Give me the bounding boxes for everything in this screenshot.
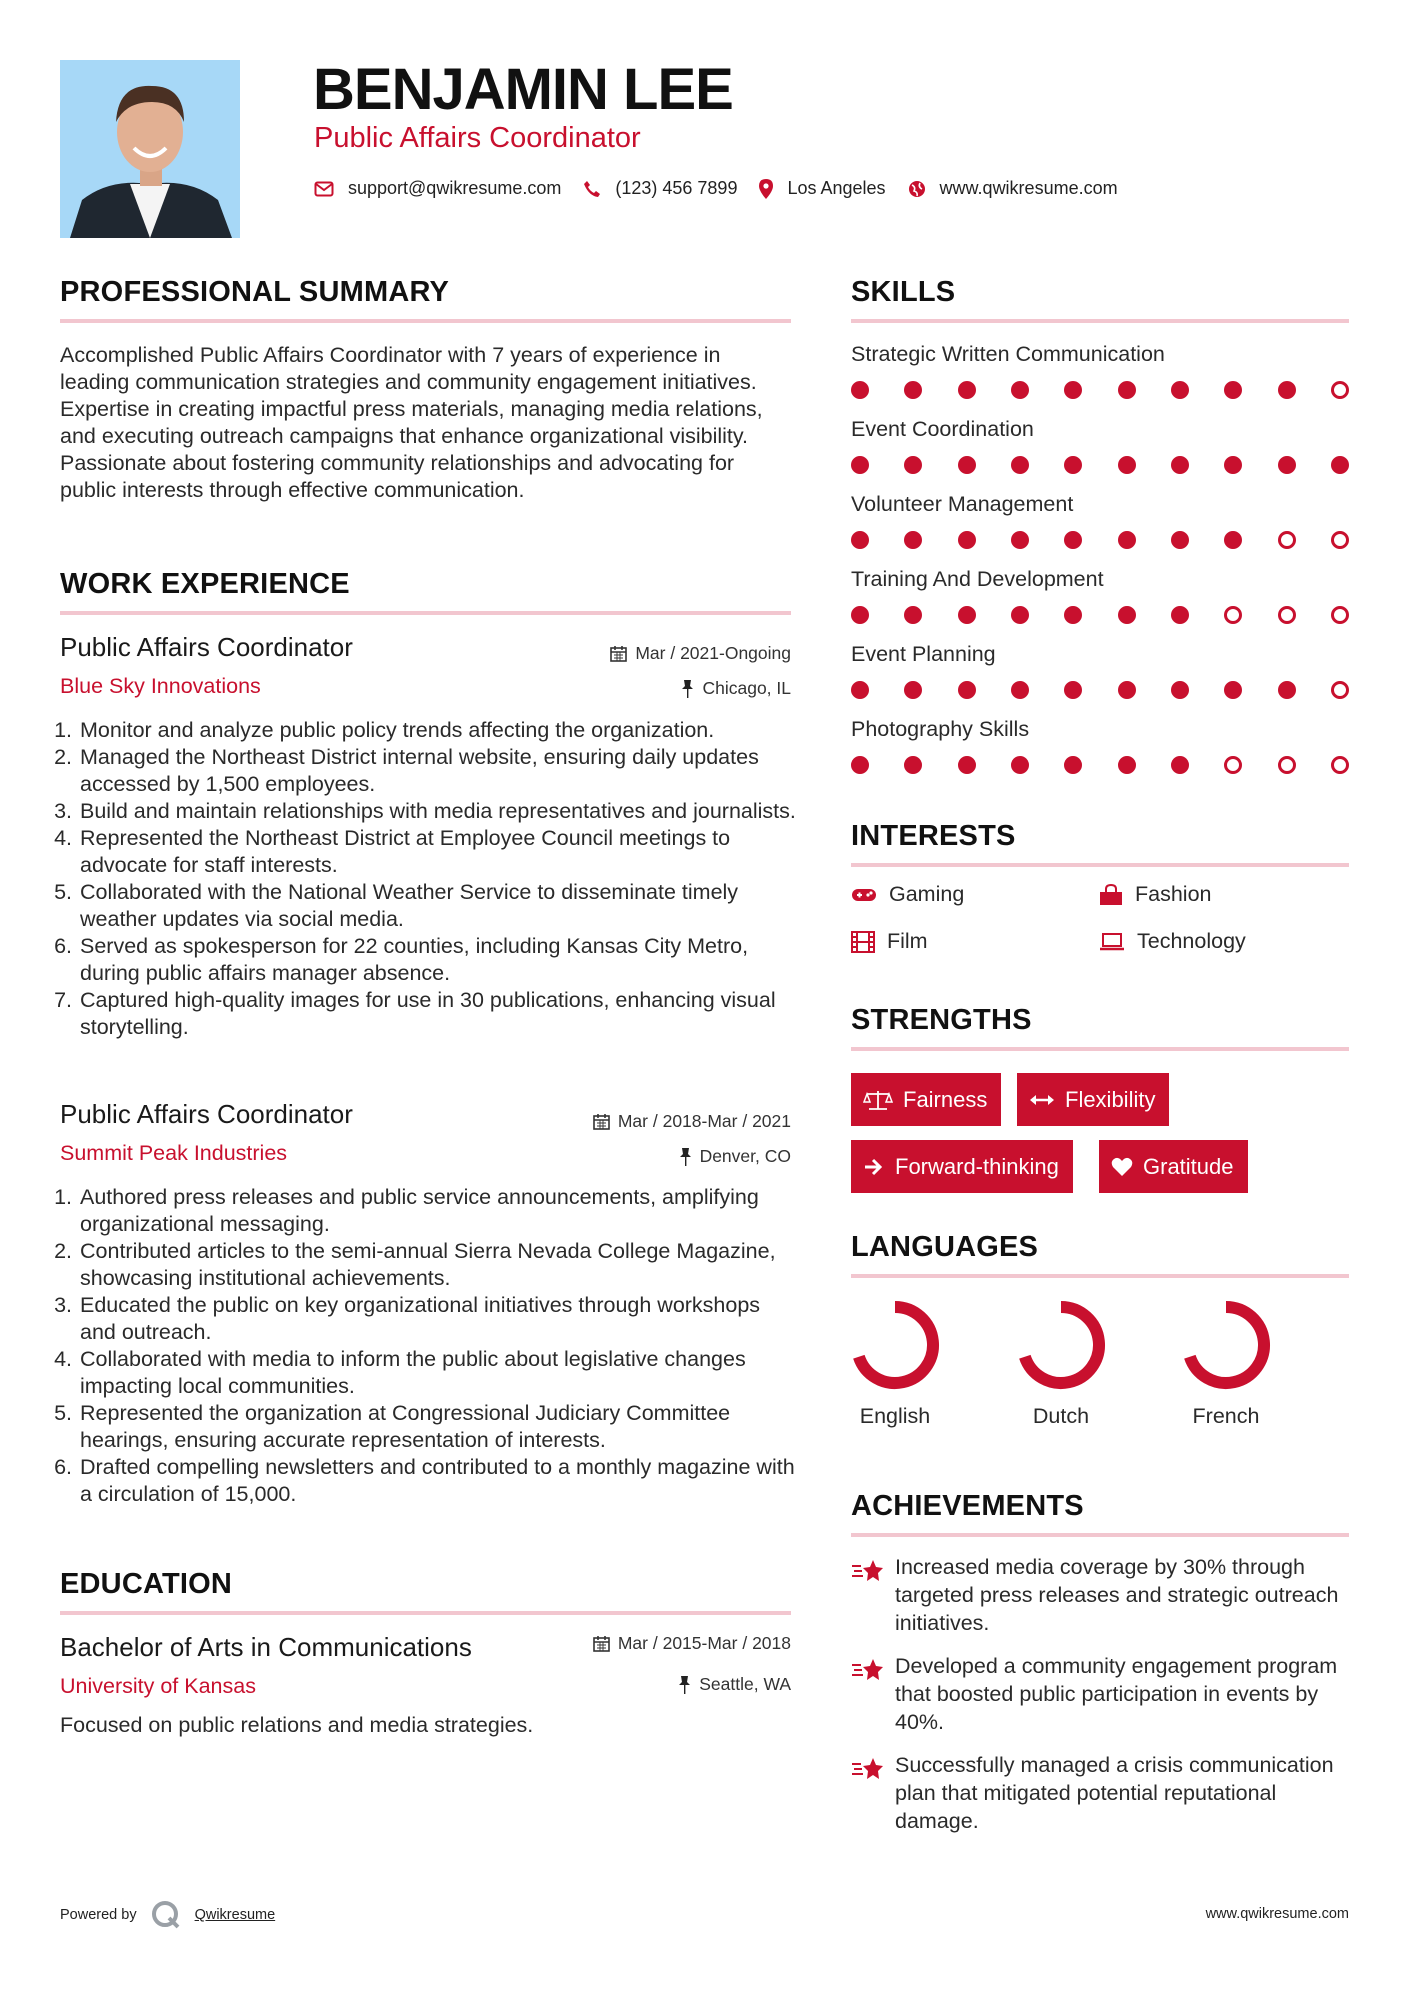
balance-scale-icon [863,1089,893,1111]
rating-dot-filled [1118,756,1136,774]
rating-dot-filled [1118,456,1136,474]
shooting-star-icon [851,1557,885,1585]
rating-dot-empty [1331,381,1349,399]
job-2-location-text: Denver, CO [699,1146,791,1166]
rating-dot-filled [1118,606,1136,624]
rating-dot-empty [1224,606,1242,624]
rating-dot-filled [851,456,869,474]
strength-label: Fairness [903,1086,988,1112]
shooting-star-icon [851,1755,885,1783]
interest-gaming [851,882,964,907]
footer-website[interactable]: www.qwikresume.com [1205,1906,1349,1922]
job-1-dates-text: Mar / 2021-Ongoing [635,643,791,663]
job-2-dates [491,1111,791,1132]
rating-dot-filled [1118,681,1136,699]
rating-dot-filled [1171,531,1189,549]
list-item: 4. Represented the Northeast District at Employee Council meetings to advocate for staff interests. [78,825,800,879]
interest-label: Film [887,929,928,953]
rating-dot-filled [1171,456,1189,474]
strength-tag-gratitude [1099,1140,1248,1193]
language-item [1166,1300,1286,1429]
skill-rating [851,381,1349,399]
skills-heading: SKILLS [851,276,956,308]
skill-rating [851,681,1349,699]
rating-dot-filled [1064,606,1082,624]
experience-heading: WORK EXPERIENCE [60,568,350,600]
skill-name: Strategic Written Communication [851,342,1165,366]
profile-photo [60,60,240,238]
rating-dot-filled [1224,681,1242,699]
achievement-text: Developed a community engagement program that boosted public participation in events by 40%. [895,1654,1338,1734]
rating-dot-filled [1171,681,1189,699]
job-1-dates [491,643,791,664]
arrow-right-icon [863,1157,885,1177]
rating-dot-filled [1331,456,1349,474]
list-item: 3. Educated the public on key organizational initiatives through workshops and outreach. [78,1292,800,1346]
shooting-star-icon [851,1656,885,1684]
rating-dot-filled [1011,606,1029,624]
rating-dot-filled [851,531,869,549]
education-location-text: Seattle, WA [699,1674,791,1694]
education-heading: EDUCATION [60,1568,233,1600]
achievements-heading: ACHIEVEMENTS [851,1490,1084,1522]
language-proficiency-gauge [1181,1300,1271,1390]
summary-text: Accomplished Public Affairs Coordinator with 7 years of experience in leading communication strategies and community engagement initiatives. Expertise in creating impactful press materials, managing media relations, and executing outreach campaigns that enhance organizational visibility. Passionate about fostering community relationships and advocating for public interests through effective communication. [60,343,763,502]
rating-dot-empty [1331,681,1349,699]
interest-label: Technology [1137,929,1246,953]
summary-divider [60,319,791,323]
rating-dot-empty [1278,531,1296,549]
education-school: University of Kansas [60,1674,256,1698]
achievement-text: Increased media coverage by 30% through targeted press releases and strategic outreach initiatives. [895,1555,1339,1635]
strengths-divider [851,1047,1349,1051]
pushpin-icon [679,1148,692,1166]
interest-label: Fashion [1135,882,1212,906]
rating-dot-filled [1224,456,1242,474]
powered-by-text: Powered by [60,1907,137,1923]
rating-dot-filled [1064,456,1082,474]
rating-dot-filled [1064,381,1082,399]
calendar-icon [593,1635,610,1652]
pushpin-icon [678,1676,691,1694]
language-proficiency-arc [1190,1307,1264,1383]
list-item: 2. Managed the Northeast District internal website, ensuring daily updates accessed by 1,500 employees. [78,744,800,798]
qwikresume-logo-icon [151,1900,181,1930]
rating-dot-filled [1171,381,1189,399]
education-dates-text: Mar / 2015-Mar / 2018 [617,1633,791,1653]
contact-phone[interactable] [583,178,737,199]
job-2-title: Public Affairs Coordinator [60,1099,353,1129]
interest-fashion [1099,882,1212,907]
education-divider [60,1611,791,1615]
language-item [1001,1300,1121,1429]
phone-text: (123) 456 7899 [615,178,738,198]
education-degree: Bachelor of Arts in Communications [60,1632,472,1662]
achievement-text: Successfully managed a crisis communication plan that mitigated potential reputational damage. [895,1753,1334,1833]
rating-dot-filled [1011,531,1029,549]
rating-dot-filled [958,681,976,699]
language-proficiency-arc [859,1307,933,1383]
job-1-responsibilities [60,717,800,1041]
skill-name: Volunteer Management [851,492,1074,516]
rating-dot-empty [1331,531,1349,549]
strength-tag-fairness [851,1073,1001,1126]
list-item: 6. Drafted compelling newsletters and contributed to a monthly magazine with a circulation of 15,000. [78,1454,800,1508]
rating-dot-filled [1171,606,1189,624]
education-location [491,1674,791,1695]
rating-dot-filled [904,756,922,774]
rating-dot-filled [958,756,976,774]
rating-dot-empty [1331,606,1349,624]
list-item: 5. Collaborated with the National Weather Service to disseminate timely weather updates via social media. [78,879,800,933]
skill-name: Training And Development [851,567,1104,591]
experience-divider [60,611,791,615]
job-1-company: Blue Sky Innovations [60,674,261,698]
list-item: 1. Monitor and analyze public policy trends affecting the organization. [78,717,800,744]
rating-dot-filled [904,531,922,549]
skill-name: Event Coordination [851,417,1034,441]
rating-dot-filled [1064,531,1082,549]
interests-heading: INTERESTS [851,820,1016,852]
list-item: 4. Collaborated with media to inform the public about legislative changes impacting local communities. [78,1346,800,1400]
film-icon [851,931,875,953]
footer-powered-by [60,1900,275,1930]
calendar-icon [593,1113,610,1130]
strength-label: Gratitude [1143,1153,1234,1179]
languages-divider [851,1274,1349,1278]
rating-dot-filled [1118,381,1136,399]
rating-dot-empty [1278,606,1296,624]
achievements-divider [851,1533,1349,1537]
heart-icon [1111,1157,1133,1177]
rating-dot-filled [1011,381,1029,399]
language-proficiency-gauge [850,1300,940,1390]
language-label: English [859,1404,931,1428]
rating-dot-filled [904,381,922,399]
interests-divider [851,863,1349,867]
arrows-horizontal-icon [1029,1093,1055,1107]
interest-film [851,929,928,954]
rating-dot-filled [1278,381,1296,399]
job-1-title: Public Affairs Coordinator [60,632,353,662]
strength-tag-forward-thinking [851,1140,1073,1193]
language-label: Dutch [1032,1404,1090,1428]
rating-dot-filled [1278,456,1296,474]
rating-dot-filled [1011,456,1029,474]
rating-dot-filled [904,456,922,474]
rating-dot-filled [851,756,869,774]
list-item: 6. Served as spokesperson for 22 counties, including Kansas City Metro, during public affairs manager absence. [78,933,800,987]
interest-label: Gaming [889,882,965,906]
list-item: 1. Authored press releases and public service announcements, amplifying organizational messaging. [78,1184,800,1238]
list-item: 5. Represented the organization at Congressional Judiciary Committee hearings, ensuring accurate representation of interests. [78,1400,800,1454]
language-proficiency-arc [1025,1307,1099,1383]
list-item: 7. Captured high-quality images for use in 30 publications, enhancing visual storytelling. [78,987,800,1041]
strength-label: Flexibility [1065,1086,1156,1112]
strength-tag-flexibility [1017,1073,1169,1126]
rating-dot-filled [1064,756,1082,774]
rating-dot-filled [958,456,976,474]
skill-rating [851,606,1349,624]
achievement-item [851,1652,1349,1736]
contact-website[interactable] [908,178,1118,199]
pushpin-icon [681,680,694,698]
rating-dot-filled [851,381,869,399]
rating-dot-empty [1331,756,1349,774]
envelope-icon [314,181,334,197]
rating-dot-empty [1278,756,1296,774]
location-text: Los Angeles [787,178,886,198]
map-pin-icon [759,179,773,199]
rating-dot-filled [1064,681,1082,699]
skills-divider [851,319,1349,323]
strengths-heading: STRENGTHS [851,1004,1032,1036]
job-2-responsibilities [60,1184,800,1508]
rating-dot-filled [958,531,976,549]
list-item: 3. Build and maintain relationships with media representatives and journalists. [78,798,800,825]
interest-technology [1099,929,1246,954]
rating-dot-filled [851,606,869,624]
language-label: French [1192,1404,1260,1428]
rating-dot-filled [1011,756,1029,774]
rating-dot-filled [904,606,922,624]
skill-name: Photography Skills [851,717,1030,741]
skill-rating [851,756,1349,774]
rating-dot-filled [851,681,869,699]
rating-dot-filled [958,606,976,624]
achievement-item [851,1553,1349,1637]
strength-label: Forward-thinking [895,1153,1059,1179]
rating-dot-filled [1011,681,1029,699]
globe-icon [908,180,926,198]
job-2-company: Summit Peak Industries [60,1141,288,1165]
website-text: www.qwikresume.com [939,178,1118,198]
candidate-name: BENJAMIN LEE [313,57,733,122]
rating-dot-empty [1224,756,1242,774]
contact-bar [314,178,1140,199]
job-1-location-text: Chicago, IL [702,678,791,698]
skill-name: Event Planning [851,642,996,666]
laptop-icon [1099,933,1125,951]
rating-dot-filled [958,381,976,399]
gamepad-icon [851,887,877,903]
skill-rating [851,531,1349,549]
rating-dot-filled [904,681,922,699]
education-dates [491,1633,791,1654]
rating-dot-filled [1224,381,1242,399]
contact-email[interactable] [314,178,561,199]
calendar-icon [610,645,627,662]
rating-dot-filled [1278,681,1296,699]
candidate-title: Public Affairs Coordinator [314,122,641,154]
job-1-location [491,678,791,699]
skill-rating [851,456,1349,474]
language-item [835,1300,955,1429]
languages-heading: LANGUAGES [851,1231,1039,1263]
rating-dot-filled [1118,531,1136,549]
education-description: Focused on public relations and media strategies. [60,1713,534,1737]
achievement-item [851,1751,1349,1835]
footer-brand-link[interactable]: Qwikresume [194,1907,276,1923]
phone-icon [583,180,601,198]
summary-heading: PROFESSIONAL SUMMARY [60,276,450,308]
rating-dot-filled [1224,531,1242,549]
job-2-location [491,1146,791,1167]
shopping-bag-icon [1099,884,1123,906]
list-item: 2. Contributed articles to the semi-annual Sierra Nevada College Magazine, showcasing institutional achievements. [78,1238,800,1292]
rating-dot-filled [1171,756,1189,774]
email-text: support@qwikresume.com [348,178,562,198]
job-2-dates-text: Mar / 2018-Mar / 2021 [617,1111,791,1131]
contact-location [759,178,885,199]
language-proficiency-gauge [1016,1300,1106,1390]
